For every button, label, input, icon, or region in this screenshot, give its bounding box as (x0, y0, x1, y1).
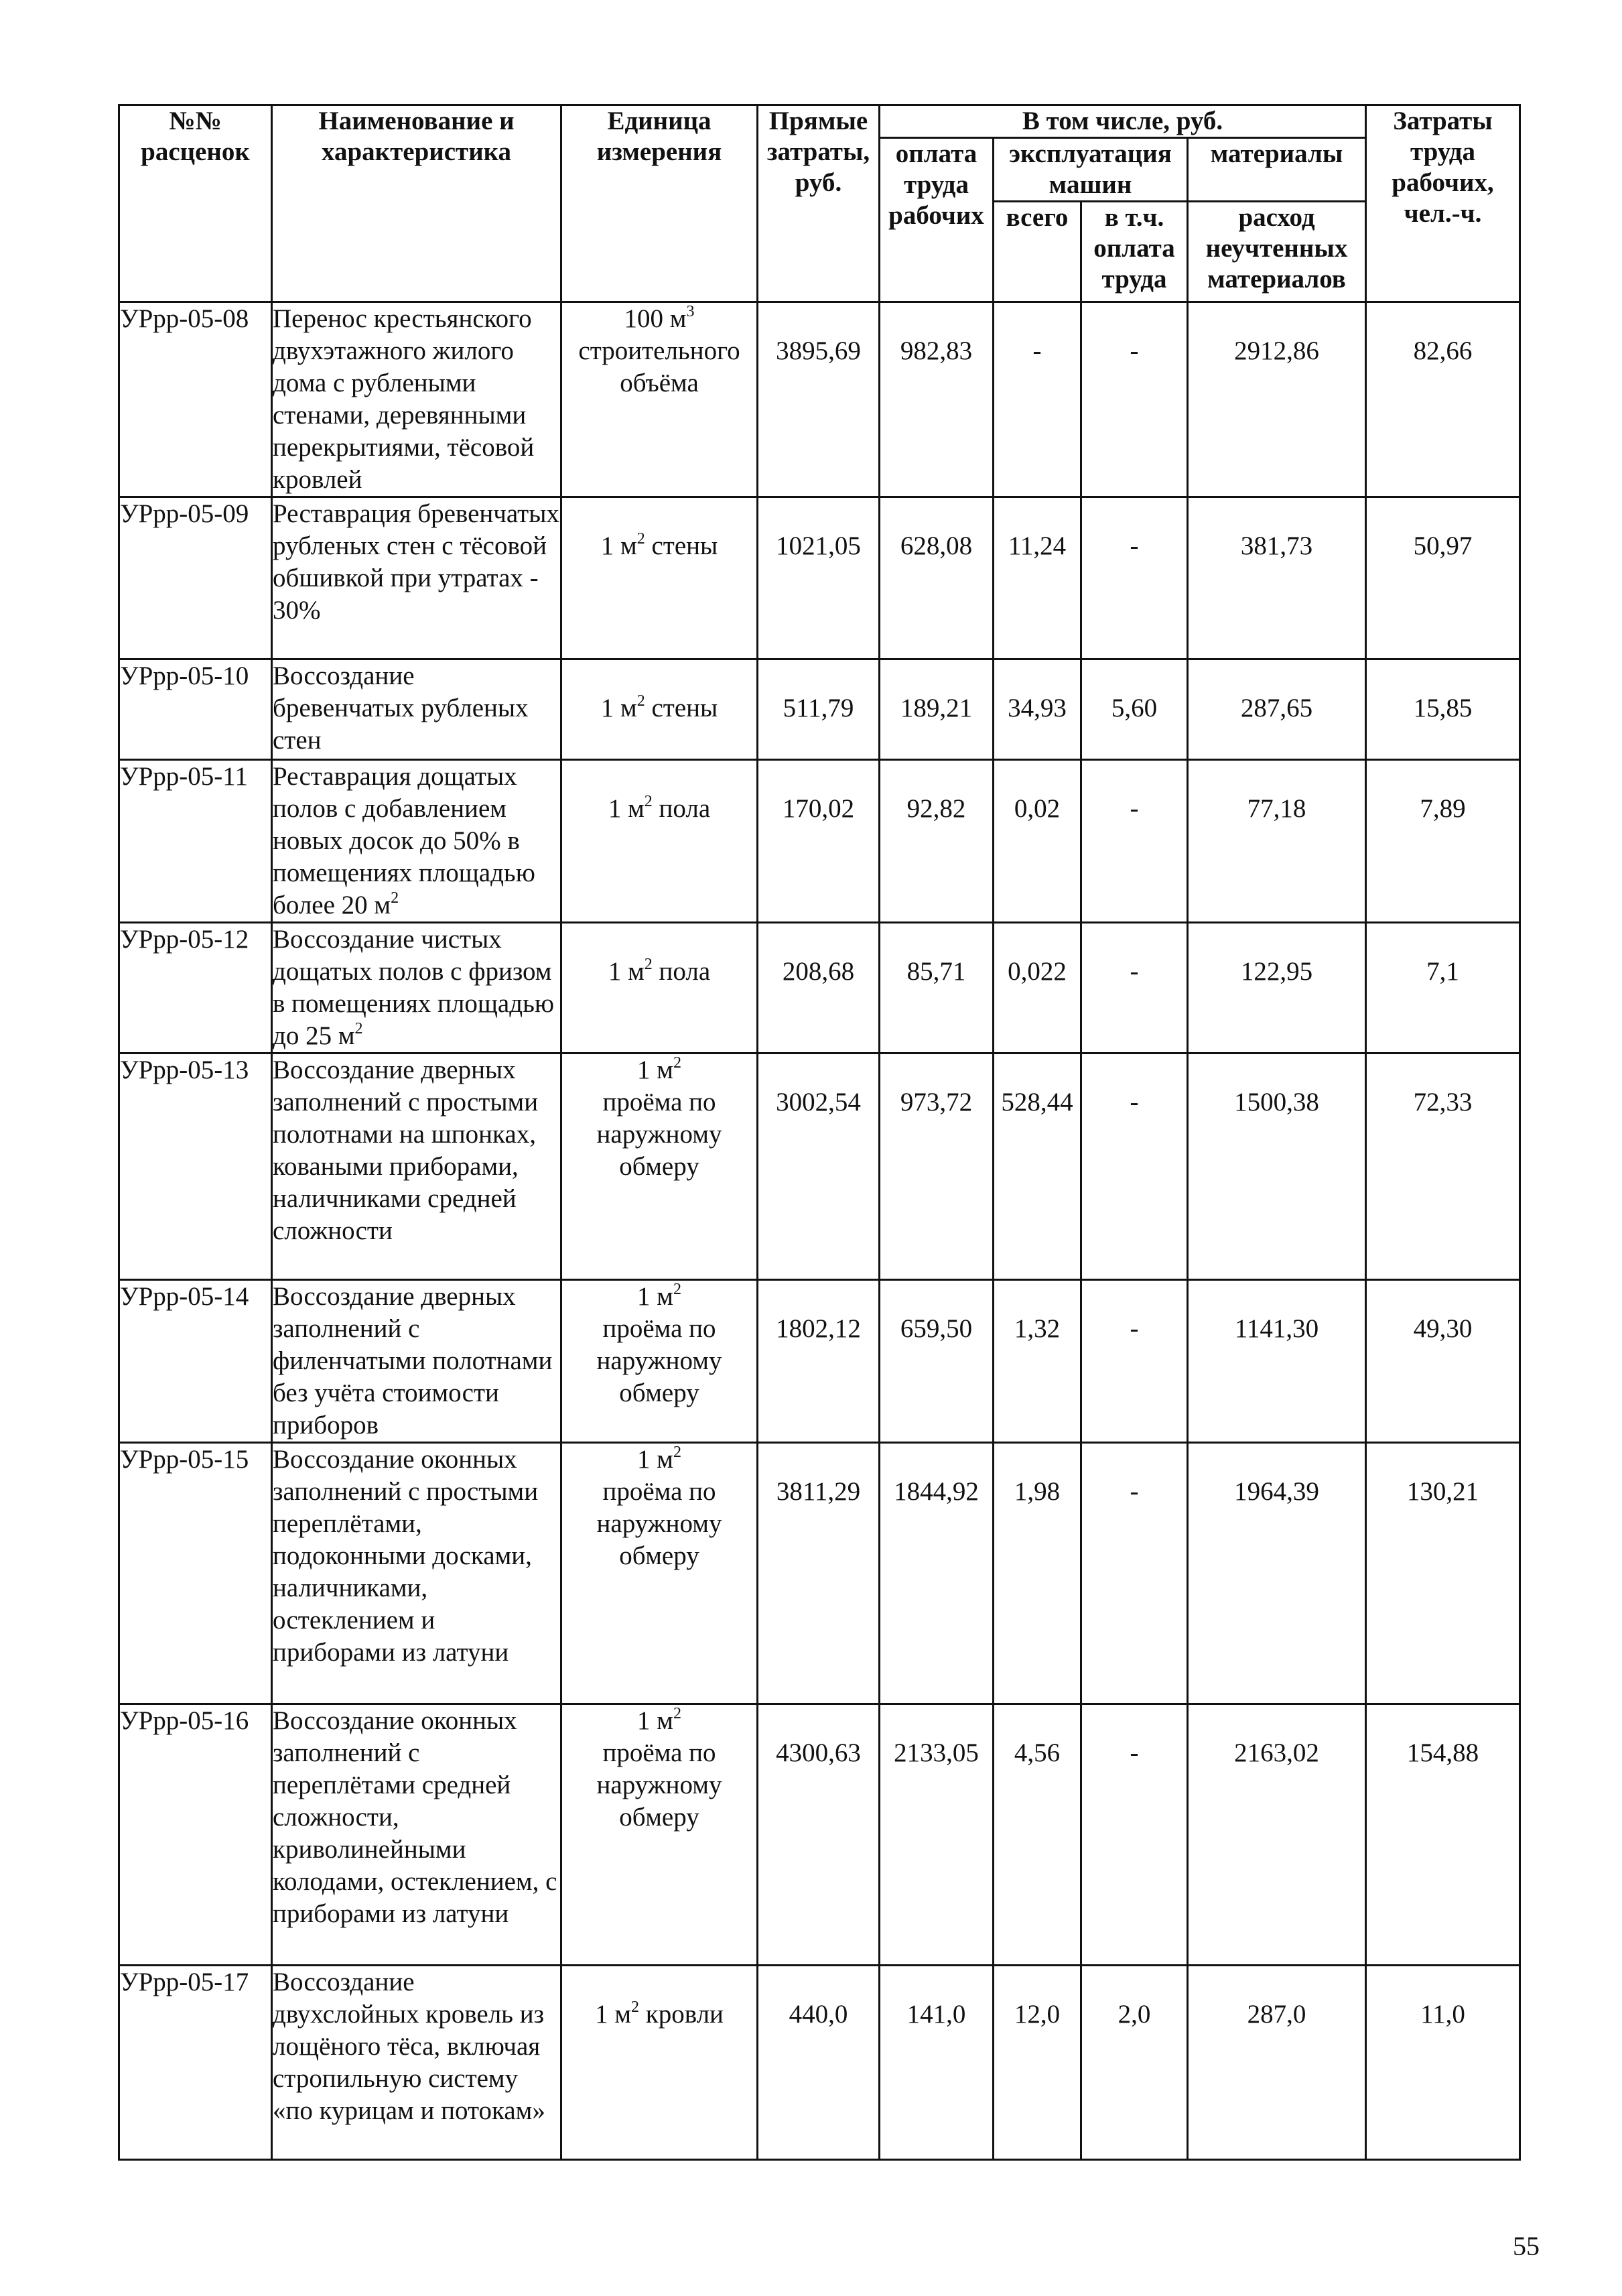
work-description: Перенос крестьянского двухэтажного жилого дома с рублеными стенами, деревянными перекрытиями, тёсовой кровлей (272, 302, 561, 497)
labor-costs: 130,21 (1366, 1443, 1520, 1704)
unit-of-measure (561, 497, 758, 659)
unit-description: строительного объёма (578, 336, 740, 397)
machines-pay: 2,0 (1081, 1966, 1188, 2160)
table-row (119, 1966, 1520, 2160)
unit-description: стены (651, 694, 718, 722)
unit-superscript: 2 (673, 1281, 681, 1298)
worker-pay: 189,21 (880, 659, 994, 760)
table-row (119, 760, 1520, 923)
rate-code: УРрр-05-15 (119, 1443, 272, 1704)
header-worker-pay: оплата труда рабочих (880, 138, 994, 302)
name-superscript: 2 (354, 1020, 363, 1037)
machines-total: - (994, 302, 1081, 497)
direct-costs: 440,0 (758, 1966, 880, 2160)
machines-total: 0,022 (994, 923, 1081, 1054)
unit-main: 1 м (637, 1056, 673, 1084)
unit-of-measure (561, 923, 758, 1054)
rate-code: УРрр-05-09 (119, 497, 272, 659)
work-description: Воссоздание двухслойных кровель из лощёного тёса, включая стропильную систему «по курицам и потокам» (272, 1966, 561, 2160)
unit-of-measure (561, 1054, 758, 1280)
rate-code: УРрр-05-11 (119, 760, 272, 923)
materials: 77,18 (1188, 760, 1366, 923)
machines-total: 1,98 (994, 1443, 1081, 1704)
unit-superscript: 2 (673, 1054, 681, 1072)
unit-of-measure (561, 1280, 758, 1443)
table-row (119, 1443, 1520, 1704)
work-description: Воссоздание дверных заполнений с простыми полотнами на шпонках, коваными приборами, наличниками средней сложности (272, 1054, 561, 1280)
direct-costs: 208,68 (758, 923, 880, 1054)
unit-of-measure (561, 302, 758, 497)
work-description: Воссоздание чистых дощатых полов с фризом в помещениях площадью до 25 $м^2$ (272, 923, 561, 1054)
header-code: №№ расценок (119, 105, 272, 302)
machines-pay: - (1081, 1054, 1188, 1280)
header-machines-total: всего (994, 202, 1081, 302)
table-body (119, 302, 1520, 2160)
unit-main: 1 м (637, 1445, 673, 1474)
unit-of-measure (561, 760, 758, 923)
machines-pay: - (1081, 302, 1188, 497)
unit-description: кровли (645, 2000, 724, 2029)
labor-costs: 82,66 (1366, 302, 1520, 497)
labor-costs: 15,85 (1366, 659, 1520, 760)
unit-main: 1 м (600, 531, 637, 560)
work-description: Реставрация бревенчатых рубленых стен с тёсовой обшивкой при утратах - 30% (272, 497, 561, 659)
work-description: Воссоздание дверных заполнений с филенчатыми полотнами без учёта стоимости приборов (272, 1280, 561, 1443)
table-row (119, 302, 1520, 497)
unit-main: 100 м (624, 304, 687, 333)
worker-pay: 85,71 (880, 923, 994, 1054)
page-number: 55 (1513, 2231, 1540, 2261)
worker-pay: 2133,05 (880, 1704, 994, 1966)
unit-description: пола (659, 957, 711, 986)
machines-pay: 5,60 (1081, 659, 1188, 760)
labor-costs: 72,33 (1366, 1054, 1520, 1280)
direct-costs: 1021,05 (758, 497, 880, 659)
header-materials: материалы (1188, 138, 1366, 202)
materials: 287,65 (1188, 659, 1366, 760)
unit-description: проёма по наружному обмеру (596, 1314, 722, 1407)
worker-pay: 628,08 (880, 497, 994, 659)
worker-pay: 92,82 (880, 760, 994, 923)
worker-pay: 1844,92 (880, 1443, 994, 1704)
price-table (118, 104, 1521, 2161)
unit-superscript: 2 (636, 692, 645, 710)
machines-total: 528,44 (994, 1054, 1081, 1280)
machines-pay: - (1081, 1280, 1188, 1443)
table-row (119, 497, 1520, 659)
unit-description: проёма по наружному обмеру (596, 1738, 722, 1832)
worker-pay: 141,0 (880, 1966, 994, 2160)
materials: 381,73 (1188, 497, 1366, 659)
unit-of-measure (561, 659, 758, 760)
work-description: Воссоздание оконных заполнений с простыми переплётами, подоконными досками, наличниками, остеклением и приборами из латуни (272, 1443, 561, 1704)
worker-pay: 659,50 (880, 1280, 994, 1443)
header-machines-pay: в т.ч. оплата труда (1081, 202, 1188, 302)
direct-costs: 3811,29 (758, 1443, 880, 1704)
machines-total: 12,0 (994, 1966, 1081, 2160)
direct-costs: 1802,12 (758, 1280, 880, 1443)
materials: 2912,86 (1188, 302, 1366, 497)
table-header (119, 105, 1520, 302)
table-row (119, 659, 1520, 760)
unit-of-measure (561, 1443, 758, 1704)
unit-superscript: 2 (631, 1998, 639, 2016)
rate-code: УРрр-05-16 (119, 1704, 272, 1966)
unit-main: 1 м (595, 2000, 631, 2029)
rate-code: УРрр-05-12 (119, 923, 272, 1054)
unit-superscript: 2 (644, 956, 653, 973)
table-row (119, 1280, 1520, 1443)
table-row (119, 1704, 1520, 1966)
direct-costs: 3895,69 (758, 302, 880, 497)
unit-main: 1 м (608, 957, 645, 986)
machines-pay: - (1081, 1704, 1188, 1966)
unit-description: пола (659, 794, 711, 823)
header-machines: эксплуатация машин (994, 138, 1188, 202)
worker-pay: 973,72 (880, 1054, 994, 1280)
unit-superscript: 2 (644, 793, 653, 810)
rate-code: УРрр-05-08 (119, 302, 272, 497)
materials: 2163,02 (1188, 1704, 1366, 1966)
unit-main: 1 м (600, 694, 637, 722)
unit-main: 1 м (637, 1706, 673, 1735)
machines-total: 1,32 (994, 1280, 1081, 1443)
labor-costs: 11,0 (1366, 1966, 1520, 2160)
unit-of-measure (561, 1704, 758, 1966)
labor-costs: 50,97 (1366, 497, 1520, 659)
direct-costs: 4300,63 (758, 1704, 880, 1966)
unit-superscript: 2 (673, 1705, 681, 1722)
machines-total: 4,56 (994, 1704, 1081, 1966)
header-direct-costs: Прямые затраты, руб. (758, 105, 880, 302)
machines-total: 34,93 (994, 659, 1081, 760)
header-including: В том числе, руб. (880, 105, 1366, 138)
header-unaccounted-materials: расход неучтенных материалов (1188, 202, 1366, 302)
machines-pay: - (1081, 760, 1188, 923)
machines-pay: - (1081, 497, 1188, 659)
labor-costs: 49,30 (1366, 1280, 1520, 1443)
rate-code: УРрр-05-17 (119, 1966, 272, 2160)
unit-description: проёма по наружному обмеру (596, 1477, 722, 1570)
header-labor-costs: Затраты труда рабочих, чел.-ч. (1366, 105, 1520, 302)
machines-pay: - (1081, 923, 1188, 1054)
materials: 1964,39 (1188, 1443, 1366, 1704)
machines-total: 11,24 (994, 497, 1081, 659)
materials: 122,95 (1188, 923, 1366, 1054)
rate-code: УРрр-05-13 (119, 1054, 272, 1280)
direct-costs: 170,02 (758, 760, 880, 923)
materials: 1500,38 (1188, 1054, 1366, 1280)
labor-costs: 154,88 (1366, 1704, 1520, 1966)
machines-pay: - (1081, 1443, 1188, 1704)
direct-costs: 3002,54 (758, 1054, 880, 1280)
unit-superscript: 2 (636, 530, 645, 548)
unit-of-measure (561, 1966, 758, 2160)
unit-description: проёма по наружному обмеру (596, 1088, 722, 1181)
labor-costs: 7,89 (1366, 760, 1520, 923)
unit-description: стены (651, 531, 718, 560)
materials: 287,0 (1188, 1966, 1366, 2160)
header-name: Наименование и характеристика (272, 105, 561, 302)
header-unit: Единица измерения (561, 105, 758, 302)
work-description: Воссоздание оконных заполнений с переплётами средней сложности, криволинейными колодами, остеклением, с приборами из латуни (272, 1704, 561, 1966)
rate-code: УРрр-05-10 (119, 659, 272, 760)
work-description: Воссоздание бревенчатых рубленых стен (272, 659, 561, 760)
unit-superscript: 2 (673, 1444, 681, 1461)
rate-code: УРрр-05-14 (119, 1280, 272, 1443)
unit-main: 1 м (637, 1282, 673, 1311)
unit-superscript: 3 (686, 303, 695, 320)
work-description: Реставрация дощатых полов с добавлением новых досок до 50% в помещениях площадью более 20 $м^2$ (272, 760, 561, 923)
table-row (119, 1054, 1520, 1280)
machines-total: 0,02 (994, 760, 1081, 923)
materials: 1141,30 (1188, 1280, 1366, 1443)
worker-pay: 982,83 (880, 302, 994, 497)
direct-costs: 511,79 (758, 659, 880, 760)
table-row (119, 923, 1520, 1054)
unit-main: 1 м (608, 794, 645, 823)
labor-costs: 7,1 (1366, 923, 1520, 1054)
name-superscript: 2 (391, 889, 399, 907)
